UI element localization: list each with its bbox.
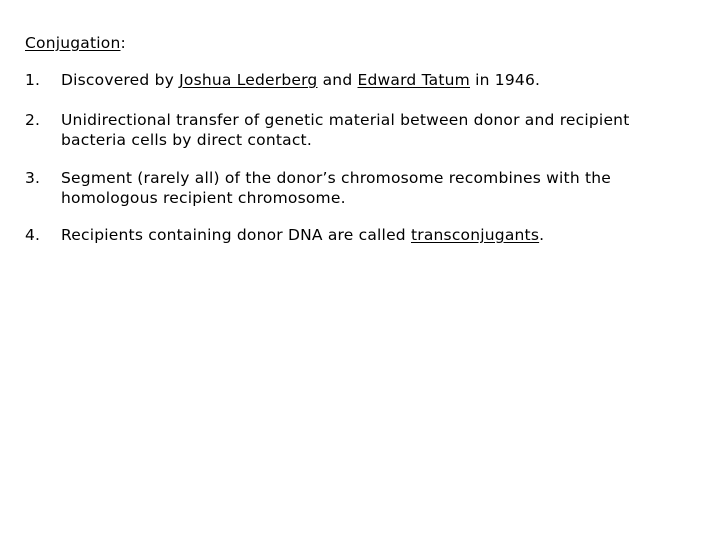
item-number: 4. — [25, 226, 41, 244]
list-item — [25, 225, 685, 245]
term-transconjugants: transconjugants — [410, 226, 540, 244]
item-number: 2. — [25, 111, 41, 129]
item-text-pre: Discovered by — [61, 71, 180, 89]
item-number: 3. — [25, 169, 41, 187]
item-text-mid: and — [317, 71, 358, 89]
list-item — [25, 110, 685, 150]
item-text-pre: Recipients containing donor DNA are called — [61, 226, 411, 244]
item-text-post: . — [539, 226, 545, 244]
item-text — [61, 225, 685, 245]
page-title — [25, 33, 126, 53]
list-item — [25, 70, 685, 90]
item-number: 1. — [25, 71, 41, 89]
item-text-post: in 1946. — [469, 71, 541, 89]
name-joshua-lederberg: Joshua Lederberg — [179, 71, 318, 89]
title-colon: : — [120, 34, 126, 52]
item-text — [61, 70, 685, 90]
item-text: Segment (rarely all) of the donor’s chromosome recombines with the homologous recipient chromosome. — [61, 169, 612, 207]
title-text: Conjugation — [25, 34, 121, 52]
item-text: Unidirectional transfer of genetic material between donor and recipient bacteria cells by direct contact. — [61, 111, 630, 149]
name-edward-tatum: Edward Tatum — [357, 71, 470, 89]
list-item — [25, 168, 685, 208]
